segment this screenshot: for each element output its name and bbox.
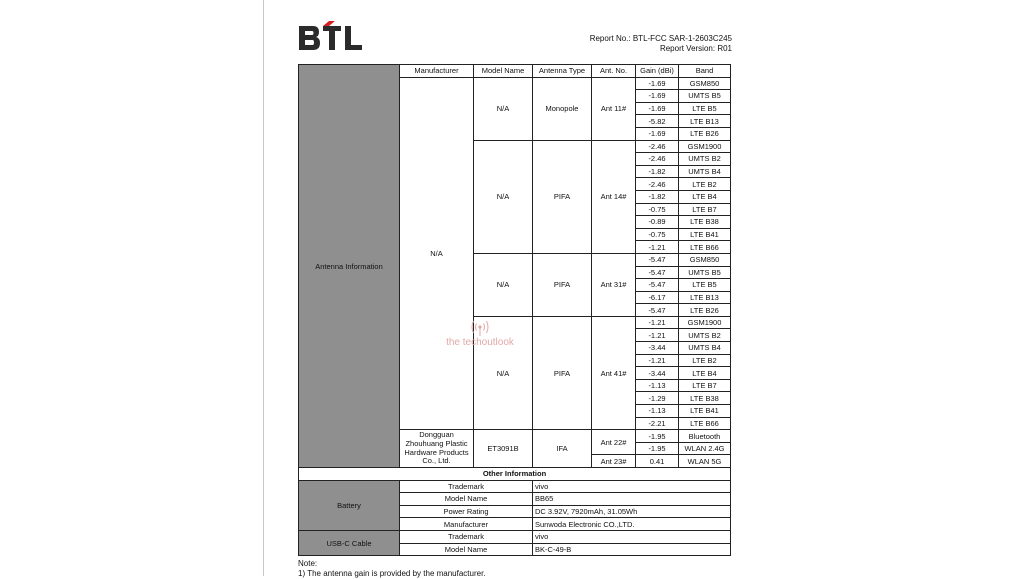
gain-cell: -1.69 [636, 77, 679, 90]
report-number-row [590, 34, 732, 44]
band-cell: LTE B7 [679, 203, 731, 216]
battery-value-cell: Sunwoda Electronic CO.,LTD. [533, 518, 731, 531]
band-cell: LTE B7 [679, 379, 731, 392]
band-cell: UMTS B2 [679, 153, 731, 166]
battery-value-cell: BB65 [533, 493, 731, 506]
antenna-type-cell: PIFA [533, 140, 592, 253]
report-info [590, 34, 732, 54]
model-name-cell: N/A [474, 253, 533, 316]
battery-key-cell: Trademark [400, 480, 533, 493]
gain-cell: -2.46 [636, 153, 679, 166]
gain-cell: -0.75 [636, 203, 679, 216]
header-gain: Gain (dBi) [636, 65, 679, 78]
gain-cell: -5.47 [636, 279, 679, 292]
model-name-cell: N/A [474, 77, 533, 140]
band-cell: GSM850 [679, 77, 731, 90]
antenna-type-cell: IFA [533, 430, 592, 468]
table-row [299, 530, 731, 543]
ant-no-cell: Ant 41# [592, 316, 636, 429]
btl-logo [297, 20, 367, 54]
gain-cell: -2.21 [636, 417, 679, 430]
band-cell: WLAN 2.4G [679, 442, 731, 455]
band-cell: UMTS B4 [679, 342, 731, 355]
gain-cell: -1.69 [636, 127, 679, 140]
header-manufacturer: Manufacturer [400, 65, 474, 78]
band-cell: LTE B2 [679, 354, 731, 367]
ant-no-cell: Ant 22# [592, 430, 636, 455]
other-info-row [299, 468, 731, 481]
table-header-row [299, 65, 731, 78]
ant-no-cell: Ant 11# [592, 77, 636, 140]
band-cell: LTE B4 [679, 367, 731, 380]
gain-cell: -1.13 [636, 405, 679, 418]
gain-cell: -1.21 [636, 316, 679, 329]
battery-value-cell: vivo [533, 480, 731, 493]
band-cell: GSM1900 [679, 316, 731, 329]
gain-cell: -3.44 [636, 367, 679, 380]
model-name-cell: ET3091B [474, 430, 533, 468]
model-name-cell: N/A [474, 140, 533, 253]
gain-cell: -1.82 [636, 190, 679, 203]
report-version-label: Report Version: [659, 44, 716, 53]
battery-label: Battery [299, 480, 400, 530]
antenna-section-label: Antenna Information [299, 65, 400, 468]
header-band: Band [679, 65, 731, 78]
battery-value-cell: DC 3.92V, 7920mAh, 31.05Wh [533, 505, 731, 518]
gain-cell: -0.89 [636, 216, 679, 229]
antenna-type-cell: PIFA [533, 253, 592, 316]
antenna-type-cell: PIFA [533, 316, 592, 429]
header-ant-no: Ant. No. [592, 65, 636, 78]
band-cell: UMTS B4 [679, 165, 731, 178]
gain-cell: 0.41 [636, 455, 679, 468]
band-cell: LTE B13 [679, 291, 731, 304]
band-cell: LTE B13 [679, 115, 731, 128]
specification-table [298, 64, 731, 556]
antenna-type-cell: Monopole [533, 77, 592, 140]
usbc-key-cell: Model Name [400, 543, 533, 556]
battery-key-cell: Power Rating [400, 505, 533, 518]
gain-cell: -5.47 [636, 253, 679, 266]
note-line: 1) The antenna gain is provided by the manufacturer. [298, 569, 486, 578]
band-cell: LTE B26 [679, 304, 731, 317]
ant-no-cell: Ant 23# [592, 455, 636, 468]
gain-cell: -1.21 [636, 354, 679, 367]
note-title: Note: [298, 559, 318, 568]
band-cell: GSM850 [679, 253, 731, 266]
band-cell: LTE B5 [679, 279, 731, 292]
gain-cell: -0.75 [636, 228, 679, 241]
model-name-cell: N/A [474, 316, 533, 429]
band-cell: WLAN 5G [679, 455, 731, 468]
battery-key-cell: Model Name [400, 493, 533, 506]
gain-cell: -6.17 [636, 291, 679, 304]
report-version-value: R01 [717, 44, 732, 53]
band-cell: LTE B4 [679, 190, 731, 203]
gain-cell: -1.29 [636, 392, 679, 405]
band-cell: UMTS B2 [679, 329, 731, 342]
gain-cell: -1.69 [636, 90, 679, 103]
header-model-name: Model Name [474, 65, 533, 78]
band-cell: LTE B38 [679, 216, 731, 229]
band-cell: Bluetooth [679, 430, 731, 443]
manufacturer-cell: Dongguan Zhouhuang Plastic Hardware Products Co., Ltd. [400, 430, 474, 468]
gain-cell: -1.21 [636, 241, 679, 254]
band-cell: LTE B41 [679, 405, 731, 418]
gain-cell: -2.46 [636, 178, 679, 191]
band-cell: LTE B26 [679, 127, 731, 140]
band-cell: LTE B41 [679, 228, 731, 241]
report-number-value: BTL-FCC SAR-1-2603C245 [632, 34, 732, 43]
report-number-label: Report No.: [589, 34, 631, 43]
other-info-heading: Other Information [299, 468, 731, 481]
band-cell: UMTS B5 [679, 90, 731, 103]
header-antenna-type: Antenna Type [533, 65, 592, 78]
band-cell: LTE B66 [679, 417, 731, 430]
page-edge [263, 0, 264, 576]
gain-cell: -1.95 [636, 442, 679, 455]
watermark-text: the techoutlook [446, 337, 514, 348]
gain-cell: -5.47 [636, 266, 679, 279]
usbc-value-cell: vivo [533, 530, 731, 543]
report-version-row [590, 44, 732, 54]
gain-cell: -1.95 [636, 430, 679, 443]
gain-cell: -1.21 [636, 329, 679, 342]
usbc-key-cell: Trademark [400, 530, 533, 543]
gain-cell: -5.47 [636, 304, 679, 317]
manufacturer-cell: N/A [400, 77, 474, 430]
band-cell: LTE B66 [679, 241, 731, 254]
ant-no-cell: Ant 31# [592, 253, 636, 316]
usbc-label: USB-C Cable [299, 530, 400, 555]
gain-cell: -2.46 [636, 140, 679, 153]
notes [298, 559, 486, 579]
band-cell: LTE B38 [679, 392, 731, 405]
band-cell: LTE B2 [679, 178, 731, 191]
gain-cell: -1.69 [636, 102, 679, 115]
table-row [299, 480, 731, 493]
gain-cell: -1.82 [636, 165, 679, 178]
ant-no-cell: Ant 14# [592, 140, 636, 253]
gain-cell: -5.82 [636, 115, 679, 128]
band-cell: UMTS B5 [679, 266, 731, 279]
usbc-value-cell: BK-C-49-B [533, 543, 731, 556]
band-cell: GSM1900 [679, 140, 731, 153]
gain-cell: -1.13 [636, 379, 679, 392]
gain-cell: -3.44 [636, 342, 679, 355]
battery-key-cell: Manufacturer [400, 518, 533, 531]
band-cell: LTE B5 [679, 102, 731, 115]
